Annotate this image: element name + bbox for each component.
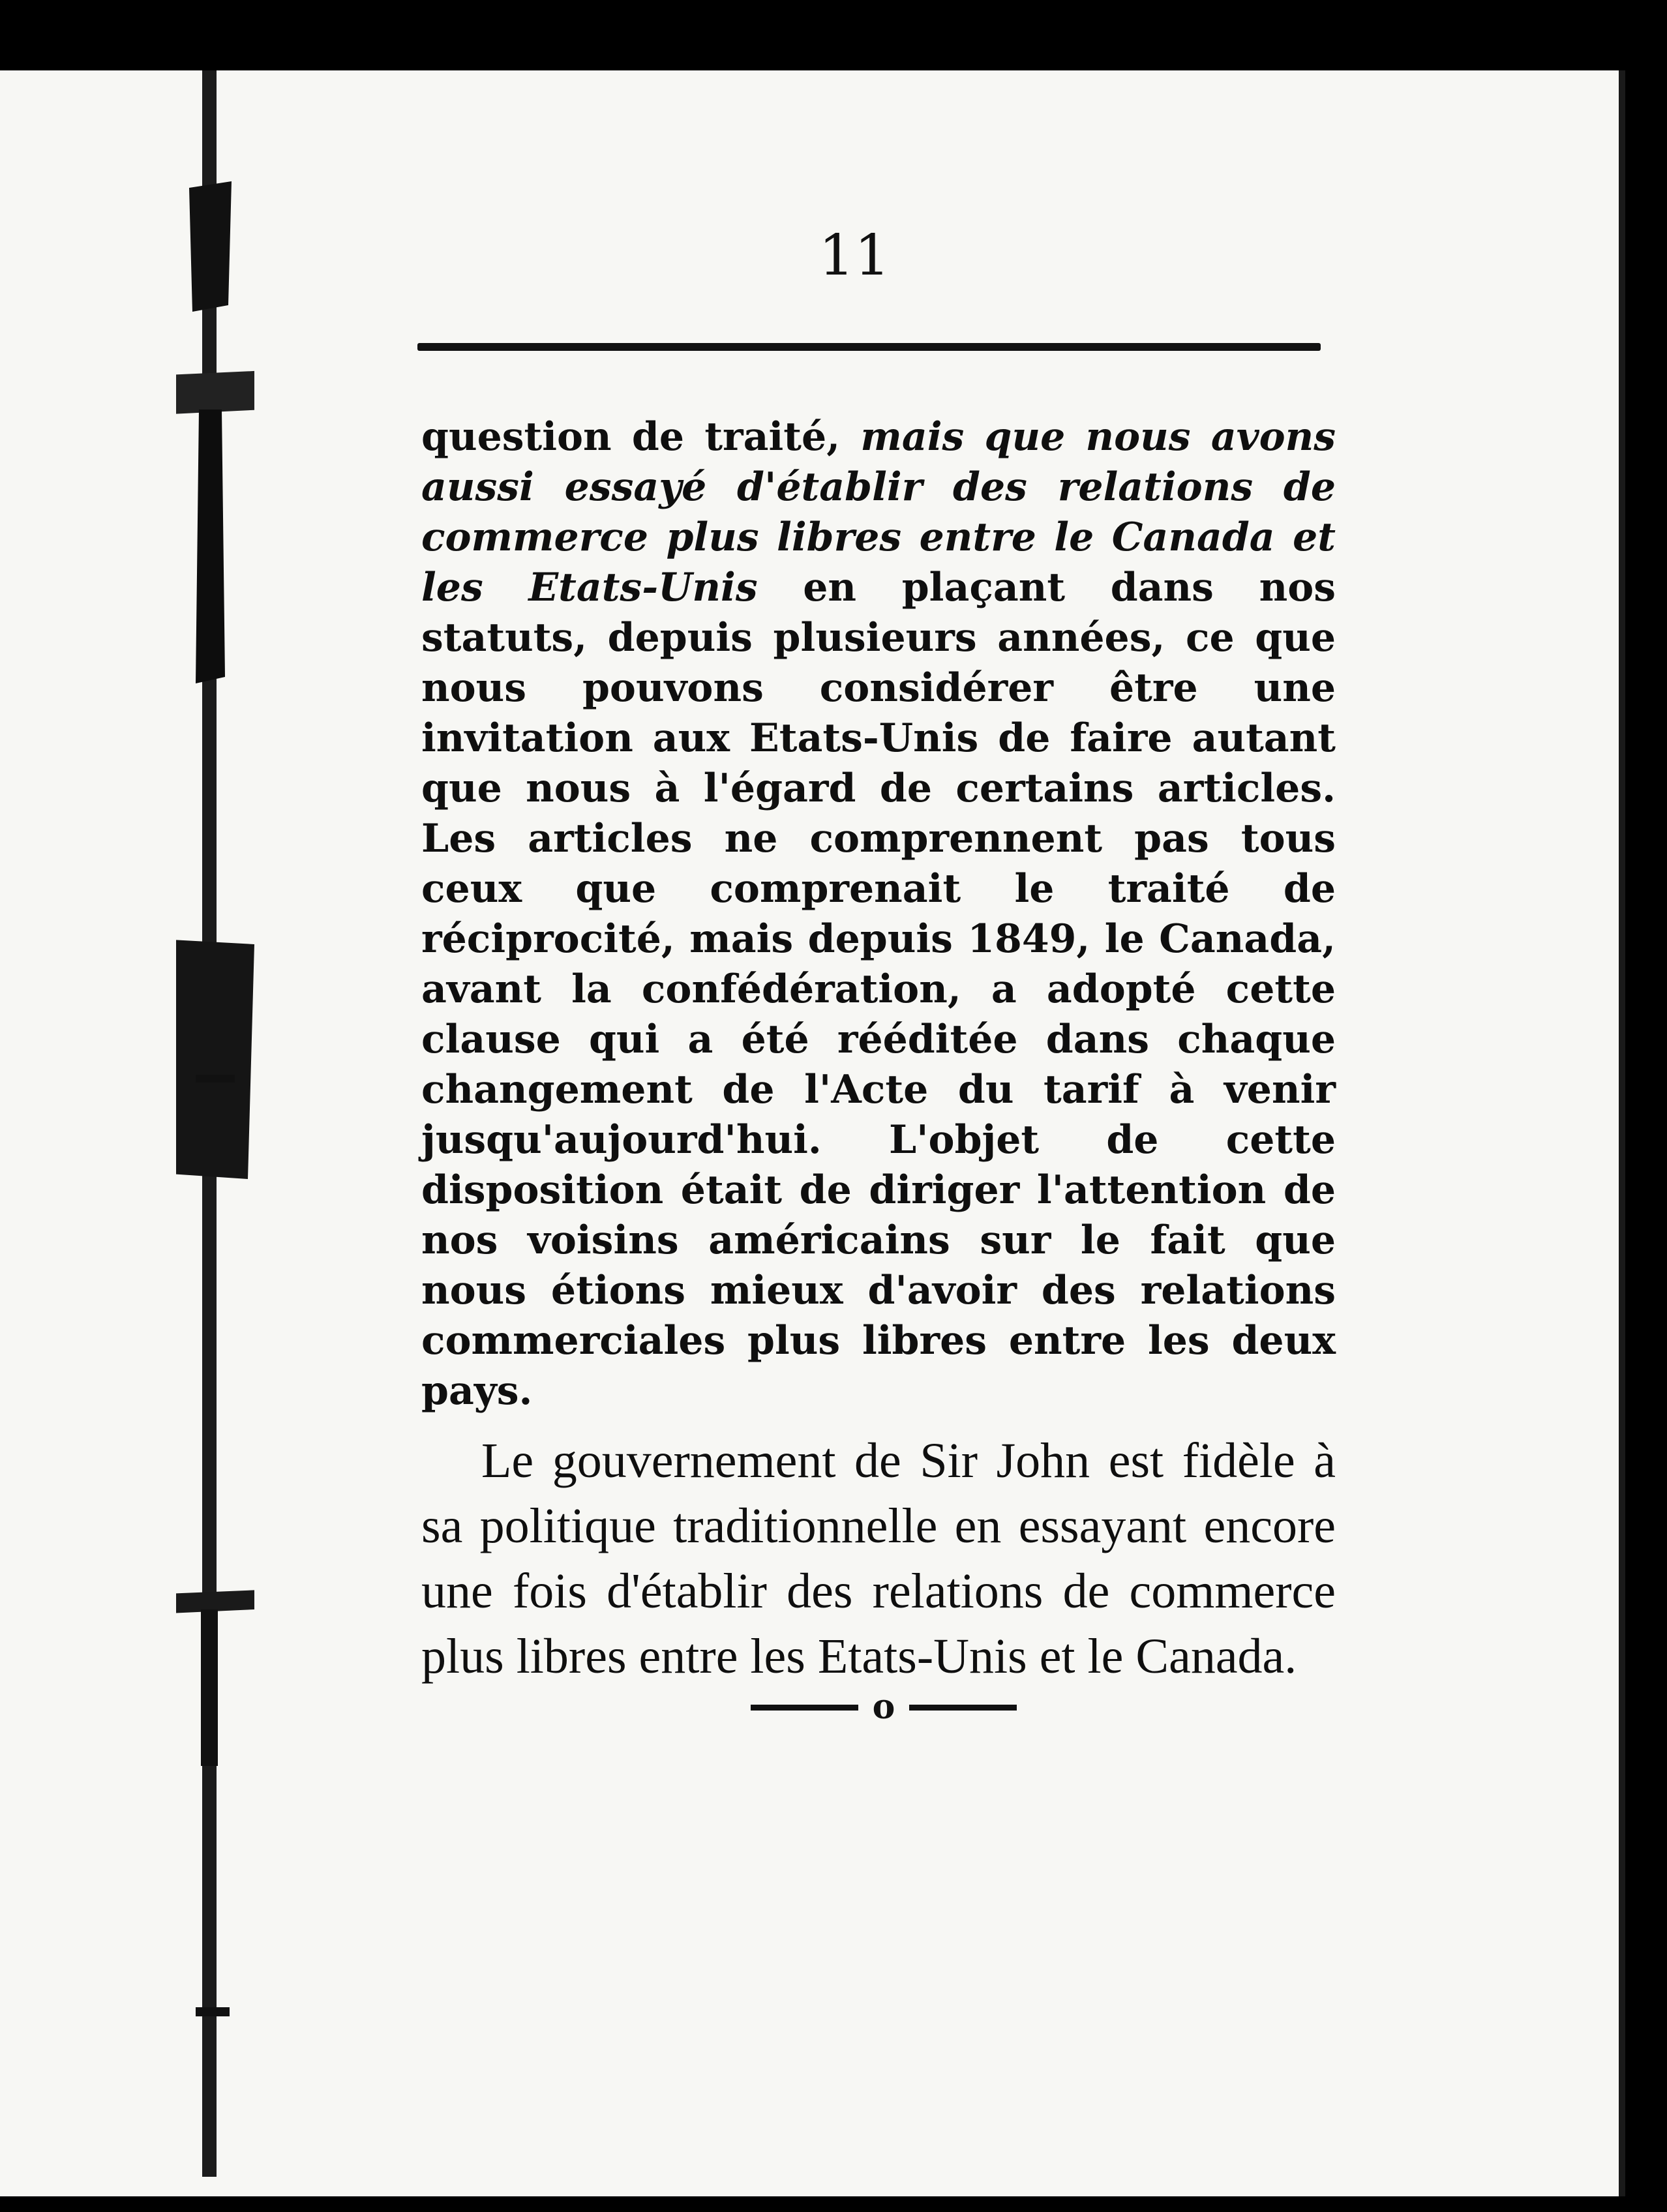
ornament-dash-left [751, 1705, 858, 1711]
binding-stitches [176, 70, 254, 2177]
page-edge [1619, 70, 1625, 2196]
paragraph-1-italic-segment: mais que nous avons aussi essayé d'établir des relations de commerce plus libres entre le Canada et les Etats-Unis [421, 414, 1336, 610]
end-ornament [737, 1688, 1030, 1727]
ornament-dash-right [909, 1705, 1017, 1711]
paragraph-1-segment-3: en plaçant dans nos statuts, depuis plusieurs années, ce que nous pouvons considérer être une invitation aux Etats-Unis de faire autant que nous à l'égard de certains articles. Les articles ne comprennent pas tous ceux que comprenait le traité de réciprocité, mais depuis 1849, le Canada, avant la confédération, a adopté cette clause qui a été rééditée dans chaque changement de l'Acte du tarif à venir jusqu'aujourd'hui. L'objet de cette disposition était de diriger l'attention de nos voisins américains sur le fait que nous étions mieux d'avoir des relations commerciales plus libres entre les deux pays. [421, 565, 1336, 1414]
header-rule [417, 343, 1321, 351]
paragraph-1-segment-1: question de traité, [421, 414, 861, 460]
paragraph-2: Le gouvernement de Sir John est fidèle à sa politique traditionnelle en essayant encore une fois d'établir des relations de commerce plus libres entre les Etats-Unis et le Canada. [421, 1433, 1336, 1684]
page-number: 11 [818, 223, 890, 288]
paragraph-1 [421, 412, 1336, 1416]
ornament-circle: o [872, 1687, 895, 1727]
body-text [421, 412, 1336, 1689]
